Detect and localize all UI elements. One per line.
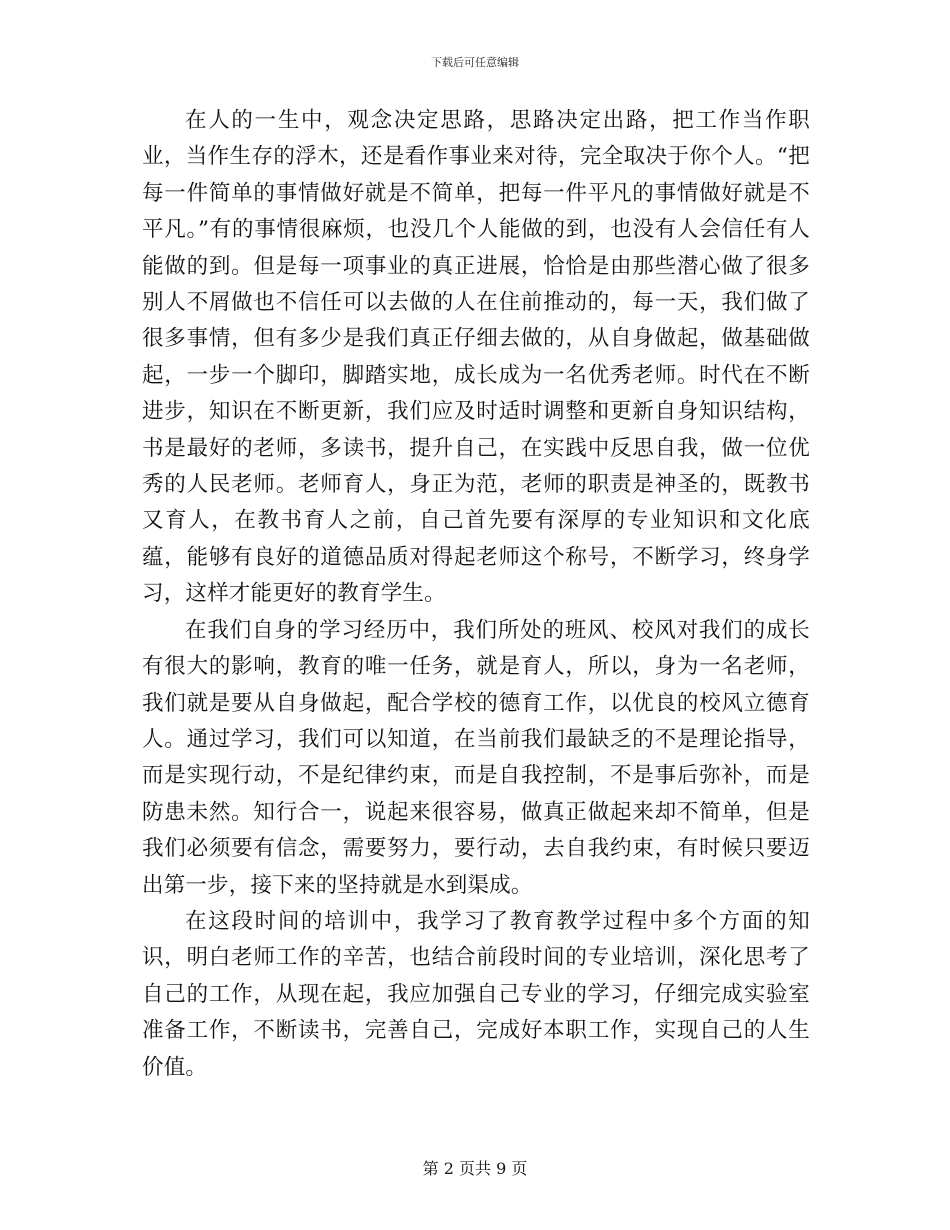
page-header: 下载后可任意编辑 [431, 56, 519, 69]
paragraph-2: 在我们自身的学习经历中，我们所处的班风、校风对我们的成长有很大的影响，教育的唯一任务，就是育人，所以，身为一名老师，我们就是要从自身做起，配合学校的德育工作，以优良的校风立德育人。通过学习，我们可以知道，在当前我们最缺乏的不是理论指导，而是实现行动，不是纪律约束，而是自我控制，不是事后弥补，而是防患未然。知行合一，说起来很容易，做真正做起来却不简单，但是我们必须要有信念，需要努力，要行动，去自我约束，有时候只要迈出第一步，接下来的坚持就是水到渠成。 [142, 617, 810, 898]
paragraph-1: 在人的一生中，观念决定思路，思路决定出路，把工作当作职业，当作生存的浮木，还是看作事业来对待，完全取决于你个人。“把每一件简单的事情做好就是不简单，把每一件平凡的事情做好就是不平凡。”有的事情很麻烦，也没几个人能做的到，也没有人会信任有人能做的到。但是每一项事业的真正进展，恰恰是由那些潜心做了很多别人不屑做也不信任可以去做的人在住前推动的，每一天，我们做了很多事情，但有多少是我们真正仔细去做的，从自身做起，做基础做起，一步一个脚印，脚踏实地，成长成为一名优秀老师。时代在不断进步，知识在不断更新，我们应及时适时调整和更新自身知识结构，书是最好的老师，多读书，提升自己，在实践中反思自我，做一位优秀的人民老师。老师育人，身正为范，老师的职责是神圣的，既教书又育人，在教书育人之前，自己首先要有深厚的专业知识和文化底蕴，能够有良好的道德品质对得起老师这个称号，不断学习，终身学习，这样才能更好的教育学生。 [142, 108, 810, 607]
document-body [142, 103, 810, 1086]
page-number-footer: 第 2 页共 9 页 [422, 1159, 528, 1178]
paragraph-3: 在这段时间的培训中，我学习了教育教学过程中多个方面的知识，明白老师工作的辛苦，也结合前段时间的专业培训，深化思考了自己的工作，从现在起，我应加强自己专业的学习，仔细完成实验室准备工作，不断读书，完善自己，完成好本职工作，实现自己的人生价值。 [142, 908, 810, 1080]
